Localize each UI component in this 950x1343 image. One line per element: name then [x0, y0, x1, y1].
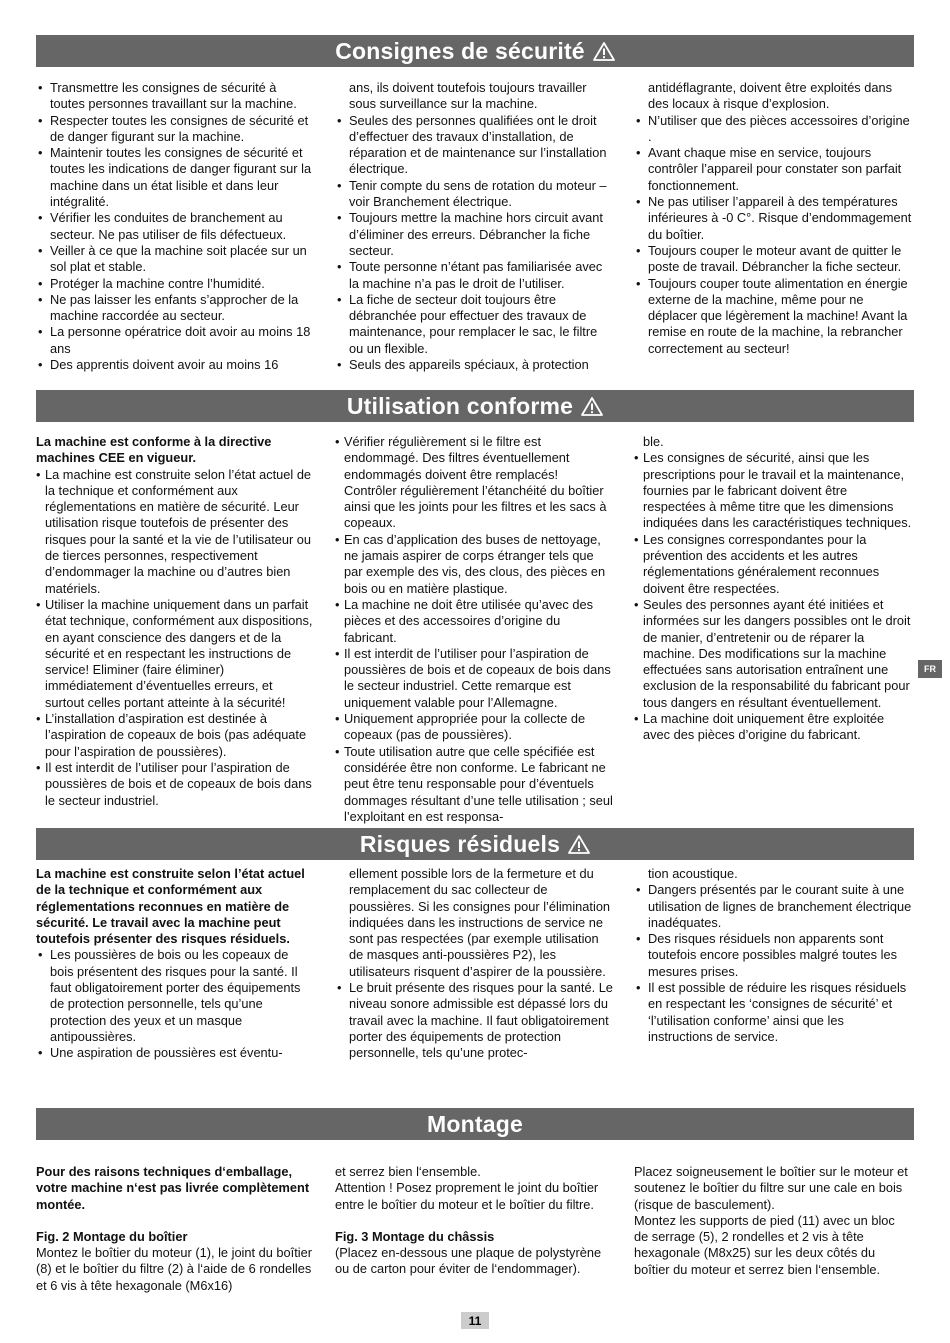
continued-text: antidéflagrante, doivent être exploités dans des locaux à risque d’explosion.	[648, 80, 893, 112]
list-item: • Les consignes correspondantes pour la prévention des accidents et les autres réglementations généralement reconnues doivent être respectées.	[634, 532, 912, 597]
warning-icon	[568, 834, 590, 854]
list-item: • Le bruit présente des risques pour la santé. Le niveau sonore admissible est dépassé lors du travail avec la machine. Il faut obligatoirement porter des équipements de protection personnelle, tels qu’une protec-	[335, 980, 613, 1061]
list-item: • Tenir compte du sens de rotation du moteur – voir Branchement électrique.	[335, 178, 613, 211]
list-item: • Toute personne n’étant pas familiarisée avec la machine n’a pas le droit de l’utiliser.	[335, 259, 613, 292]
securite-column-3	[634, 80, 912, 357]
fig2-title: Fig. 2 Montage du boîtier	[36, 1228, 188, 1244]
list-item: • Seules des personnes qualifiées ont le droit d’effectuer des travaux d’installation, de réparation et de maintenance sur l’installation électrique.	[335, 113, 613, 178]
montage-column-3	[634, 1164, 912, 1278]
continued-text: ellement possible lors de la fermeture et du remplacement du sac collecteur de poussières. Si les consignes pour l’élimination indiquées dans les instructions de service ne sont pas respectées (par exemple utilisation de masques anti-poussières P2), les utilisateurs risquent d’aspirer de la poussière.	[349, 866, 611, 979]
bullet-list	[36, 947, 314, 1061]
montage-column-2	[335, 1164, 613, 1278]
warning-icon	[593, 41, 615, 61]
list-item: • Seuls des appareils spéciaux, à protection	[335, 357, 613, 373]
list-item: • Veiller à ce que la machine soit placée sur un sol plat et stable.	[36, 243, 314, 276]
section-title: Consignes de sécurité	[335, 37, 585, 64]
risques-column-3	[634, 866, 912, 1045]
bullet-list	[335, 113, 613, 374]
intro-text: La machine est conforme à la directive machines CEE en vigueur.	[36, 434, 272, 466]
continued-text: ble.	[643, 434, 664, 449]
list-item: • Transmettre les consignes de sécurité à toutes personnes travaillant sur la machine.	[36, 80, 314, 113]
bullet-list	[335, 434, 613, 825]
bullet-list	[36, 80, 314, 373]
list-item: • En cas d’application des buses de nettoyage, ne jamais aspirer de corps étranger tels que par exemple des vis, des clous, des pièces en bois ou en matière plastique.	[335, 532, 613, 597]
utilisation-column-2	[335, 434, 613, 825]
fig3-title: Fig. 3 Montage du châssis	[335, 1228, 495, 1244]
warning-icon	[581, 396, 603, 416]
list-item: • Seules des personnes ayant été initiées et informées sur les dangers possibles ont le droit de manier, d’entretenir ou de réparer la machine. Des modifications sur la machine effectuées sans autorisation entraînent une exclusion de la responsabilité du fabricant pour tous dangers en résultant éventuellement.	[634, 597, 912, 711]
list-item: • Il est interdit de l’utiliser pour l’aspiration de poussières de bois et de copeaux de bois dans le secteur industriel. Cette remarque est uniquement valable pour l’Allemagne.	[335, 646, 613, 711]
bullet-list	[36, 467, 314, 809]
list-item: • Toujours couper toute alimentation en énergie externe de la machine, même pour ne déplacer que légèrement la machine! Avant la remise en route de la machine, la rebrancher correctement au secteur!	[634, 276, 912, 357]
section-header-montage	[36, 1108, 914, 1140]
list-item: • Avant chaque mise en service, toujours contrôler l’appareil pour constater son parfait fonctionnement.	[634, 145, 912, 194]
bullet-list	[634, 450, 912, 743]
page-number: 11	[461, 1312, 489, 1329]
list-item: • Vérifier les conduites de branchement au secteur. Ne pas utiliser de fils défectueux.	[36, 210, 314, 243]
montage-paragraph: Placez soigneusement le boîtier sur le moteur et soutenez le boîtier du filtre sur une cale en bois (risque de basculement).	[634, 1164, 908, 1212]
section-title: Risques résiduels	[359, 830, 561, 857]
attention-text: Attention ! Posez proprement le joint du boîtier entre le boîtier du moteur et le boîtier du filtre.	[335, 1180, 599, 1212]
list-item: • Respecter toutes les consignes de sécurité et de danger figurant sur la machine.	[36, 113, 314, 146]
list-item: • Des risques résiduels non apparents sont toutefois encore possibles malgré toutes les mesures prises.	[634, 931, 912, 980]
list-item: • L’installation d’aspiration est destinée à l’aspiration de copeaux de bois (pas adéquate pour l’aspiration de poussières).	[36, 711, 314, 760]
risques-column-2	[335, 866, 613, 1062]
list-item: • Ne pas utiliser l’appareil à des températures inférieures à -0 C°. Risque d’endommagement du boîtier.	[634, 194, 912, 243]
list-item: • Ne pas laisser les enfants s’approcher de la machine raccordée au secteur.	[36, 292, 314, 325]
list-item: • Une aspiration de poussières est éventu-	[36, 1045, 314, 1061]
intro-text: Pour des raisons techniques d‘emballage, votre machine n‘est pas livrée complètement montée.	[36, 1164, 310, 1212]
fig3-text: (Placez en-dessous une plaque de polystyrène ou de carton pour éviter de l‘endommager).	[335, 1245, 602, 1277]
bullet-list	[634, 882, 912, 1045]
list-item: • Utiliser la machine uniquement dans un parfait état technique, conformément aux dispositions, en ayant conscience des dangers et de la sécurité et en respectant les instructions de service! Eliminer (faire éliminer) immédiatement d’éventuelles erreurs, et surtout celles portant atteinte à la sécurité!	[36, 597, 314, 711]
list-item: • N’utiliser que des pièces accessoires d’origine .	[634, 113, 912, 146]
section-title: Montage	[427, 1110, 523, 1137]
list-item: • La fiche de secteur doit toujours être débranchée pour effectuer des travaux de maintenance, pour remplacer le sac, le filtre ou un flexible.	[335, 292, 613, 357]
bullet-list	[335, 980, 613, 1061]
list-item: • La machine ne doit être utilisée qu’avec des pièces et des accessoires d’origine du fabricant.	[335, 597, 613, 646]
securite-column-1	[36, 80, 314, 373]
securite-column-2	[335, 80, 613, 373]
list-item: • Des apprentis doivent avoir au moins 16	[36, 357, 314, 373]
section-header-risques	[36, 828, 914, 860]
list-item: • Les poussières de bois ou les copeaux de bois présentent des risques pour la santé. Il faut obligatoirement porter des équipements de protection personnelle, tels qu’une protection des yeux et un masque antipoussières.	[36, 947, 314, 1045]
list-item: • Dangers présentés par le courant suite à une utilisation de lignes de branchement électrique inadéquates.	[634, 882, 912, 931]
list-item: • La machine doit uniquement être exploitée avec des pièces d’origine du fabricant.	[634, 711, 912, 744]
list-item: • Maintenir toutes les consignes de sécurité et toutes les indications de danger figurant sur la machine dans un état lisible et dans leur intégralité.	[36, 145, 314, 210]
list-item: • Uniquement appropriée pour la collecte de copeaux (pas de poussières).	[335, 711, 613, 744]
continued-text: et serrez bien l‘ensemble.	[335, 1164, 481, 1179]
list-item: • Toujours mettre la machine hors circuit avant d’éliminer des erreurs. Débrancher la fiche secteur.	[335, 210, 613, 259]
section-title: Utilisation conforme	[346, 392, 574, 419]
list-item: • Les consignes de sécurité, ainsi que les prescriptions pour le travail et la maintenance, fournies par le fabricant doivent être respectées à même titre que les dimensions indiquées dans les caractéristiques techniques.	[634, 450, 912, 531]
list-item: • Il est possible de réduire les risques résiduels en respectant les ‘consignes de sécurité’ et ‘l’utilisation conforme’ ainsi que les instructions de service.	[634, 980, 912, 1045]
language-tab: FR	[918, 660, 942, 678]
utilisation-column-1	[36, 434, 314, 809]
list-item: • Protéger la machine contre l’humidité.	[36, 276, 314, 292]
montage-paragraph: Montez les supports de pied (11) avec un bloc de serrage (5), 2 rondelles et 2 vis à tête hexagonale (M8x25) sur les deux côtés du boîtier du moteur et serrez bien l‘ensemble.	[634, 1212, 895, 1277]
list-item: • Toute utilisation autre que celle spécifiée est considérée être non conforme. Le fabricant ne peut être tenu responsable pour d’éventuels dommages résultant d’une telle utilisation ; seul l’exploitant en est responsa-	[335, 744, 613, 825]
list-item: • Toujours couper le moteur avant de quitter le poste de travail. Débrancher la fiche secteur.	[634, 243, 912, 276]
bullet-list	[634, 113, 912, 357]
list-item: • La personne opératrice doit avoir au moins 18 ans	[36, 324, 314, 357]
section-header-securite	[36, 35, 914, 67]
montage-column-1	[36, 1164, 314, 1294]
continued-text: ans, ils doivent toutefois toujours travailler sous surveillance sur la machine.	[349, 80, 587, 112]
list-item: • Vérifier régulièrement si le filtre est endommagé. Des filtres éventuellement endommagés doivent être remplacés! Contrôler régulièrement l’étanchéité du boîtier ainsi que les joints pour les filtres et les sacs à copeaux.	[335, 434, 613, 532]
list-item: • La machine est construite selon l’état actuel de la technique et conformément aux réglementations en matière de sécurité. Leur utilisation risque toutefois de présenter des risques pour la santé et la vie de l’utilisateur ou de tierces personnes, respectivement d’endommager la machine ou d’autres bien matériels.	[36, 467, 314, 597]
fig2-text: Montez le boîtier du moteur (1), le joint du boîtier (8) et le boîtier du filtre (2) à l‘aide de 6 rondelles et 6 vis à tête hexagonale (M6x16)	[36, 1245, 312, 1293]
utilisation-column-3	[634, 434, 912, 744]
list-item: • Il est interdit de l’utiliser pour l’aspiration de poussières de bois et de copeaux de bois dans le secteur industriel.	[36, 760, 314, 809]
continued-text: tion acoustique.	[648, 866, 738, 881]
risques-column-1	[36, 866, 314, 1062]
section-header-utilisation	[36, 390, 914, 422]
intro-text: La machine est construite selon l’état actuel de la technique et conformément aux réglementations reconnues en matière de sécurité. Le travail avec la machine peut toutefois présenter des risques résiduels.	[36, 866, 305, 947]
